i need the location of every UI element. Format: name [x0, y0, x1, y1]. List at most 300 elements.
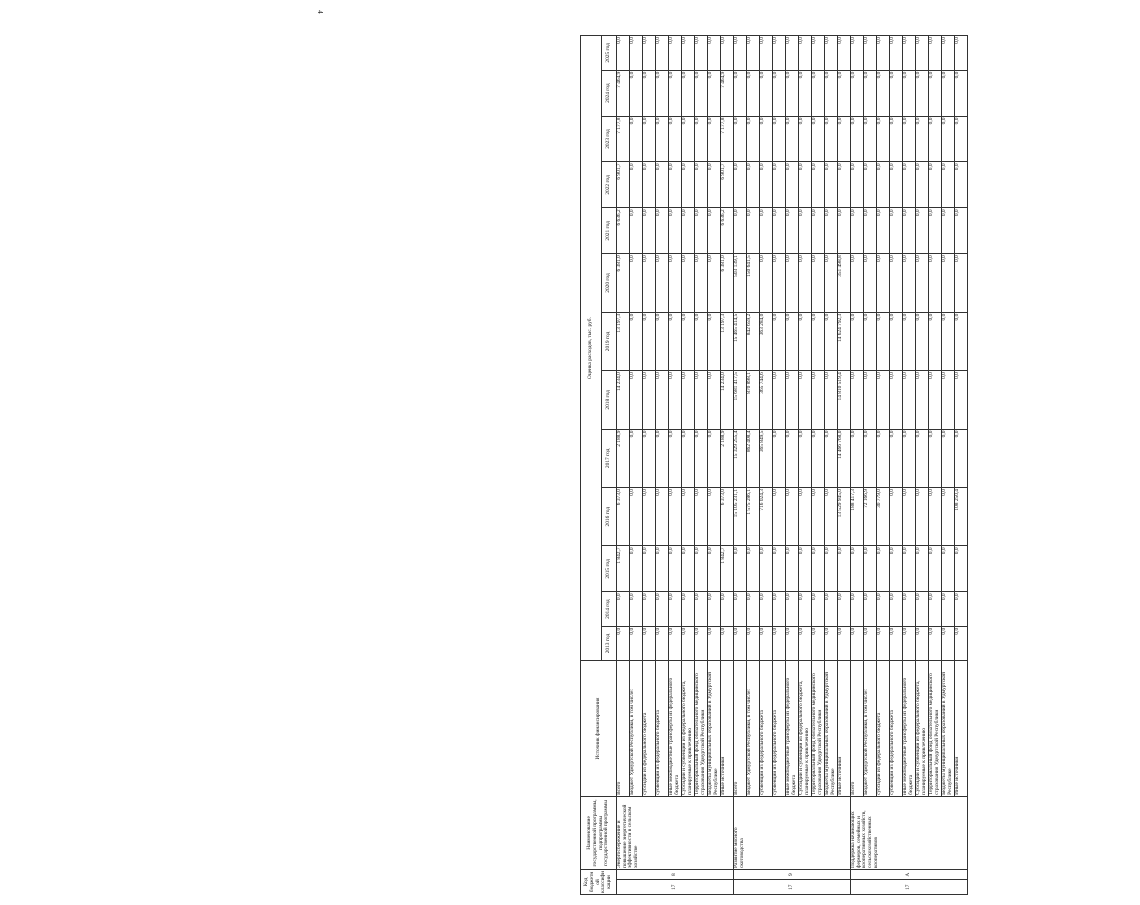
amount-cell: 0,0: [708, 626, 721, 660]
amount-cell: 0,0: [890, 626, 903, 660]
amount-cell: 0,0: [838, 36, 851, 71]
amount-cell: 0,0: [877, 429, 890, 487]
amount-cell: 0,0: [669, 546, 682, 592]
amount-cell: 0,0: [942, 371, 955, 429]
amount-cell: 0,0: [929, 116, 942, 162]
amount-cell: 0,0: [916, 162, 929, 208]
amount-cell: 862 408,4: [747, 429, 760, 487]
amount-cell: 0,0: [812, 488, 825, 546]
amount-cell: 0,0: [851, 626, 864, 660]
amount-cell: 0,0: [916, 36, 929, 71]
amount-cell: 0,0: [669, 429, 682, 487]
header-year: 2020 год: [602, 254, 617, 312]
amount-cell: 0,0: [786, 429, 799, 487]
amount-cell: 6 373,0: [617, 488, 630, 546]
amount-cell: 0,0: [682, 254, 695, 312]
amount-cell: 6 901,7: [617, 162, 630, 208]
amount-cell: 0,0: [838, 626, 851, 660]
amount-cell: 0,0: [877, 70, 890, 116]
amount-cell: 0,0: [721, 592, 734, 626]
table-body: [617, 36, 968, 895]
funding-source: Бюджеты муниципальных образований в Удмуртской Республике: [942, 661, 955, 797]
amount-cell: 0,0: [955, 254, 968, 312]
table-row: [617, 36, 630, 895]
amount-cell: 365 849,5: [760, 429, 773, 487]
amount-cell: 0,0: [682, 592, 695, 626]
amount-cell: 0,0: [656, 36, 669, 71]
amount-cell: 0,0: [747, 162, 760, 208]
amount-cell: 15 681 417,5: [734, 371, 747, 429]
amount-cell: 0,0: [903, 371, 916, 429]
amount-cell: 2 188,9: [721, 429, 734, 487]
amount-cell: 0,0: [630, 162, 643, 208]
funding-source: Субсидии и субвенции из федерального бюджета, планируемые к привлечению: [682, 661, 695, 797]
amount-cell: 0,0: [799, 312, 812, 370]
amount-cell: 1 575 286,1: [747, 488, 760, 546]
table-row: [851, 36, 864, 895]
amount-cell: 0,0: [864, 312, 877, 370]
funding-source: Иные источники: [838, 661, 851, 797]
amount-cell: 0,0: [903, 254, 916, 312]
amount-cell: 0,0: [747, 592, 760, 626]
amount-cell: 0,0: [851, 70, 864, 116]
amount-cell: 0,0: [825, 208, 838, 254]
amount-cell: 0,0: [708, 36, 721, 71]
amount-cell: 0,0: [903, 208, 916, 254]
amount-cell: 0,0: [682, 626, 695, 660]
amount-cell: 6 381,0: [721, 254, 734, 312]
program-name: Развитие мясного скотоводства: [734, 796, 851, 869]
amount-cell: 0,0: [864, 371, 877, 429]
amount-cell: 0,0: [929, 70, 942, 116]
header-source: Источник финансирования: [581, 661, 617, 797]
amount-cell: 0,0: [773, 371, 786, 429]
rotated-page: [580, 35, 1140, 895]
amount-cell: 0,0: [799, 70, 812, 116]
funding-source: Территориальный фонд обязательного медицинского страхования Удмуртской Республики: [812, 661, 825, 797]
section-code: 17: [734, 880, 851, 895]
table-header: [581, 36, 617, 895]
header-year: 2022 год: [602, 162, 617, 208]
amount-cell: 0,0: [656, 208, 669, 254]
amount-cell: 15 105 231,1: [734, 488, 747, 546]
table-row: [786, 36, 799, 895]
header-year: 2015 год: [602, 546, 617, 592]
amount-cell: 0,0: [799, 429, 812, 487]
amount-cell: 0,0: [682, 208, 695, 254]
amount-cell: 842 659,2: [747, 312, 760, 370]
amount-cell: 0,0: [786, 70, 799, 116]
amount-cell: 0,0: [916, 116, 929, 162]
amount-cell: 0,0: [864, 626, 877, 660]
amount-cell: 0,0: [643, 371, 656, 429]
amount-cell: 0,0: [851, 371, 864, 429]
amount-cell: 0,0: [734, 36, 747, 71]
amount-cell: 0,0: [773, 36, 786, 71]
amount-cell: 0,0: [669, 371, 682, 429]
amount-cell: 0,0: [747, 546, 760, 592]
amount-cell: 0,0: [773, 312, 786, 370]
amount-cell: 0,0: [734, 626, 747, 660]
amount-cell: 0,0: [877, 546, 890, 592]
amount-cell: 0,0: [630, 312, 643, 370]
amount-cell: 0,0: [695, 36, 708, 71]
amount-cell: 0,0: [760, 208, 773, 254]
amount-cell: 0,0: [955, 162, 968, 208]
amount-cell: 0,0: [682, 371, 695, 429]
amount-cell: 0,0: [734, 592, 747, 626]
amount-cell: 0,0: [955, 312, 968, 370]
amount-cell: 363 284,0: [760, 312, 773, 370]
amount-cell: 7 177,8: [721, 116, 734, 162]
amount-cell: 0,0: [955, 546, 968, 592]
amount-cell: 0,0: [708, 208, 721, 254]
amount-cell: 0,0: [812, 70, 825, 116]
amount-cell: 0,0: [929, 312, 942, 370]
amount-cell: 0,0: [890, 254, 903, 312]
table-row: [929, 36, 942, 895]
funding-source: Бюджет Удмуртской Республики, в том числе:: [747, 661, 760, 797]
amount-cell: 0,0: [877, 371, 890, 429]
header-year: 2017 год: [602, 429, 617, 487]
amount-cell: 0,0: [825, 371, 838, 429]
table-row: [630, 36, 643, 895]
amount-cell: 0,0: [955, 592, 968, 626]
amount-cell: 0,0: [929, 488, 942, 546]
amount-cell: 0,0: [773, 254, 786, 312]
amount-cell: 0,0: [773, 626, 786, 660]
table-row: [825, 36, 838, 895]
amount-cell: 0,0: [734, 208, 747, 254]
amount-cell: 0,0: [825, 592, 838, 626]
amount-cell: 0,0: [643, 429, 656, 487]
amount-cell: 15 329 255,4: [734, 429, 747, 487]
amount-cell: 0,0: [799, 488, 812, 546]
amount-cell: 0,0: [669, 116, 682, 162]
amount-cell: 0,0: [669, 162, 682, 208]
table-row: [942, 36, 955, 895]
table-row: [916, 36, 929, 895]
amount-cell: 0,0: [955, 36, 968, 71]
amount-cell: 0,0: [864, 162, 877, 208]
amount-cell: 0,0: [799, 116, 812, 162]
amount-cell: 0,0: [747, 70, 760, 116]
amount-cell: 0,0: [643, 116, 656, 162]
amount-cell: 0,0: [656, 116, 669, 162]
amount-cell: 14 466 768,0: [838, 429, 851, 487]
amount-cell: 0,0: [955, 208, 968, 254]
amount-cell: 0,0: [864, 254, 877, 312]
amount-cell: 0,0: [916, 546, 929, 592]
table-row: [669, 36, 682, 895]
amount-cell: 0,0: [695, 254, 708, 312]
amount-cell: 0,0: [773, 70, 786, 116]
amount-cell: 14 624 792,3: [838, 312, 851, 370]
amount-cell: 0,0: [890, 371, 903, 429]
amount-cell: 0,0: [903, 626, 916, 660]
funding-source: Бюджеты муниципальных образований в Удмуртской Республике: [708, 661, 721, 797]
amount-cell: 0,0: [669, 626, 682, 660]
amount-cell: 0,0: [955, 116, 968, 162]
table-row: [695, 36, 708, 895]
funding-source: Всего: [734, 661, 747, 797]
amount-cell: 0,0: [838, 592, 851, 626]
page-number: 4: [316, 10, 324, 14]
amount-cell: 0,0: [799, 208, 812, 254]
amount-cell: 0,0: [864, 116, 877, 162]
amount-cell: 0,0: [812, 371, 825, 429]
amount-cell: 0,0: [656, 162, 669, 208]
amount-cell: 0,0: [942, 254, 955, 312]
amount-cell: 0,0: [825, 429, 838, 487]
amount-cell: 1 842,7: [617, 546, 630, 592]
program-name: Энергосбережение и повышение энергетической эффективности в сельском хозяйстве: [617, 796, 734, 869]
funding-source: иные межбюджетные трансферты из федерального бюджета: [669, 661, 682, 797]
amount-cell: 0,0: [643, 312, 656, 370]
amount-cell: 0,0: [812, 36, 825, 71]
amount-cell: 0,0: [903, 592, 916, 626]
amount-cell: 0,0: [929, 429, 942, 487]
amount-cell: 0,0: [942, 36, 955, 71]
amount-cell: 0,0: [669, 36, 682, 71]
amount-cell: 0,0: [877, 626, 890, 660]
amount-cell: 7 177,8: [617, 116, 630, 162]
amount-cell: 13 529 945,0: [838, 488, 851, 546]
section-code: 17: [851, 880, 968, 895]
amount-cell: 0,0: [630, 36, 643, 71]
amount-cell: 0,0: [669, 70, 682, 116]
funding-source: Субсидии и субвенции из федерального бюджета, планируемые к привлечению: [916, 661, 929, 797]
amount-cell: 0,0: [773, 116, 786, 162]
funding-source: иные межбюджетные трансферты из федерального бюджета: [786, 661, 799, 797]
amount-cell: 7 464,9: [617, 70, 630, 116]
amount-cell: 0,0: [773, 592, 786, 626]
amount-cell: 0,0: [695, 626, 708, 660]
amount-cell: 0,0: [877, 36, 890, 71]
table-row: [955, 36, 968, 895]
amount-cell: 0,0: [942, 592, 955, 626]
funding-source: Бюджет Удмуртской Республики, в том числе:: [864, 661, 877, 797]
funding-source: Территориальный фонд обязательного медицинского страхования Удмуртской Республики: [695, 661, 708, 797]
amount-cell: 0,0: [942, 626, 955, 660]
amount-cell: 0,0: [916, 254, 929, 312]
amount-cell: 0,0: [643, 592, 656, 626]
amount-cell: 14 234,0: [721, 371, 734, 429]
amount-cell: 0,0: [630, 116, 643, 162]
amount-cell: 0,0: [630, 626, 643, 660]
amount-cell: 0,0: [760, 116, 773, 162]
amount-cell: 0,0: [760, 70, 773, 116]
amount-cell: 0,0: [929, 371, 942, 429]
amount-cell: 0,0: [708, 70, 721, 116]
funding-source: Иные источники: [955, 661, 968, 797]
amount-cell: 108 250,4: [955, 488, 968, 546]
amount-cell: 0,0: [799, 36, 812, 71]
amount-cell: 0,0: [656, 254, 669, 312]
amount-cell: 0,0: [825, 162, 838, 208]
amount-cell: 14 234,0: [617, 371, 630, 429]
amount-cell: 0,0: [942, 312, 955, 370]
amount-cell: 0,0: [721, 36, 734, 71]
amount-cell: 0,0: [786, 592, 799, 626]
amount-cell: 0,0: [695, 371, 708, 429]
amount-cell: 0,0: [760, 162, 773, 208]
amount-cell: 0,0: [643, 488, 656, 546]
amount-cell: 0,0: [695, 488, 708, 546]
amount-cell: 0,0: [838, 162, 851, 208]
amount-cell: 0,0: [682, 312, 695, 370]
table-row: [877, 36, 890, 895]
amount-cell: 1 842,7: [721, 546, 734, 592]
amount-cell: 0,0: [825, 36, 838, 71]
amount-cell: 0,0: [825, 546, 838, 592]
amount-cell: 0,0: [669, 592, 682, 626]
amount-cell: 0,0: [877, 254, 890, 312]
amount-cell: 150 641,5: [747, 254, 760, 312]
amount-cell: 0,0: [851, 36, 864, 71]
header-year: 2016 год: [602, 488, 617, 546]
amount-cell: 0,0: [890, 429, 903, 487]
amount-cell: 0,0: [955, 626, 968, 660]
header-year: 2021 год: [602, 208, 617, 254]
amount-cell: 0,0: [643, 626, 656, 660]
amount-cell: 0,0: [812, 254, 825, 312]
amount-cell: 14 810 519,4: [838, 371, 851, 429]
table-row: [890, 36, 903, 895]
header-year: 2019 год: [602, 312, 617, 370]
header-code: Код бюджетной классификации: [581, 869, 617, 894]
funding-source: Территориальный фонд обязательного медицинского страхования Удмуртской Республики: [929, 661, 942, 797]
amount-cell: 0,0: [890, 488, 903, 546]
amount-cell: 0,0: [643, 208, 656, 254]
table-row: [643, 36, 656, 895]
amount-cell: 0,0: [877, 116, 890, 162]
amount-cell: 0,0: [656, 546, 669, 592]
amount-cell: 0,0: [799, 254, 812, 312]
amount-cell: 0,0: [929, 546, 942, 592]
amount-cell: 0,0: [851, 208, 864, 254]
amount-cell: 0,0: [695, 116, 708, 162]
amount-cell: 0,0: [903, 546, 916, 592]
amount-cell: 188 417,3: [851, 488, 864, 546]
amount-cell: 0,0: [708, 592, 721, 626]
header-year: 2014 год: [602, 592, 617, 626]
amount-cell: 0,0: [695, 312, 708, 370]
amount-cell: 0,0: [799, 162, 812, 208]
amount-cell: 365 744,6: [760, 371, 773, 429]
amount-cell: 0,0: [916, 312, 929, 370]
amount-cell: 0,0: [656, 626, 669, 660]
amount-cell: 0,0: [695, 429, 708, 487]
amount-cell: 0,0: [929, 592, 942, 626]
amount-cell: 0,0: [656, 429, 669, 487]
amount-cell: 0,0: [903, 36, 916, 71]
amount-cell: 0,0: [825, 254, 838, 312]
amount-cell: 0,0: [643, 70, 656, 116]
amount-cell: 0,0: [890, 592, 903, 626]
amount-cell: 0,0: [656, 371, 669, 429]
amount-cell: 0,0: [708, 488, 721, 546]
header-year: 2025 год: [602, 36, 617, 71]
header-year: 2013 год: [602, 626, 617, 660]
funding-source: субвенции из федерального бюджета: [760, 661, 773, 797]
amount-cell: 0,0: [903, 162, 916, 208]
amount-cell: 0,0: [630, 70, 643, 116]
amount-cell: 0,0: [864, 70, 877, 116]
amount-cell: 0,0: [864, 592, 877, 626]
amount-cell: 0,0: [812, 116, 825, 162]
amount-cell: 0,0: [916, 208, 929, 254]
amount-cell: 0,0: [682, 546, 695, 592]
amount-cell: 0,0: [773, 488, 786, 546]
amount-cell: 0,0: [942, 116, 955, 162]
amount-cell: 0,0: [786, 254, 799, 312]
program-name: Поддержка начинающих фермеров, семейных и кооперативных хозяйств, сельскохозяйственных кооперативов: [851, 796, 968, 869]
amount-cell: 0,0: [682, 70, 695, 116]
amount-cell: 0,0: [890, 208, 903, 254]
amount-cell: 0,0: [708, 162, 721, 208]
amount-cell: 0,0: [890, 162, 903, 208]
amount-cell: 0,0: [773, 162, 786, 208]
funding-source: субвенции из федерального бюджета: [656, 661, 669, 797]
amount-cell: 0,0: [708, 546, 721, 592]
amount-cell: 0,0: [903, 70, 916, 116]
amount-cell: 0,0: [851, 162, 864, 208]
header-year: 2018 год: [602, 371, 617, 429]
amount-cell: 0,0: [760, 546, 773, 592]
amount-cell: 0,0: [812, 208, 825, 254]
amount-cell: 30 779,0: [877, 488, 890, 546]
amount-cell: 0,0: [812, 312, 825, 370]
amount-cell: 0,0: [838, 546, 851, 592]
amount-cell: 0,0: [682, 429, 695, 487]
amount-cell: 0,0: [825, 488, 838, 546]
amount-cell: 6 636,2: [721, 208, 734, 254]
amount-cell: 0,0: [708, 254, 721, 312]
amount-cell: 0,0: [669, 488, 682, 546]
table-row: [734, 36, 747, 895]
amount-cell: 6 636,2: [617, 208, 630, 254]
amount-cell: 0,0: [656, 488, 669, 546]
table-row: [656, 36, 669, 895]
amount-cell: 0,0: [942, 488, 955, 546]
amount-cell: 0,0: [916, 429, 929, 487]
amount-cell: 0,0: [786, 208, 799, 254]
amount-cell: 0,0: [734, 162, 747, 208]
amount-cell: 0,0: [734, 546, 747, 592]
header-year: 2024 год: [602, 70, 617, 116]
section-code: 17: [617, 880, 734, 895]
amount-cell: 0,0: [617, 36, 630, 71]
amount-cell: 0,0: [786, 116, 799, 162]
amount-cell: 870 898,1: [747, 371, 760, 429]
amount-cell: 0,0: [630, 429, 643, 487]
amount-cell: 0,0: [747, 36, 760, 71]
amount-cell: 0,0: [786, 371, 799, 429]
amount-cell: 13 197,3: [721, 312, 734, 370]
amount-cell: 0,0: [812, 592, 825, 626]
amount-cell: 0,0: [734, 70, 747, 116]
amount-cell: 0,0: [877, 592, 890, 626]
amount-cell: 0,0: [747, 626, 760, 660]
amount-cell: 0,0: [812, 162, 825, 208]
amount-cell: 0,0: [903, 116, 916, 162]
amount-cell: 0,0: [630, 546, 643, 592]
amount-cell: 0,0: [851, 312, 864, 370]
amount-cell: 0,0: [695, 162, 708, 208]
amount-cell: 0,0: [903, 488, 916, 546]
amount-cell: 0,0: [955, 70, 968, 116]
